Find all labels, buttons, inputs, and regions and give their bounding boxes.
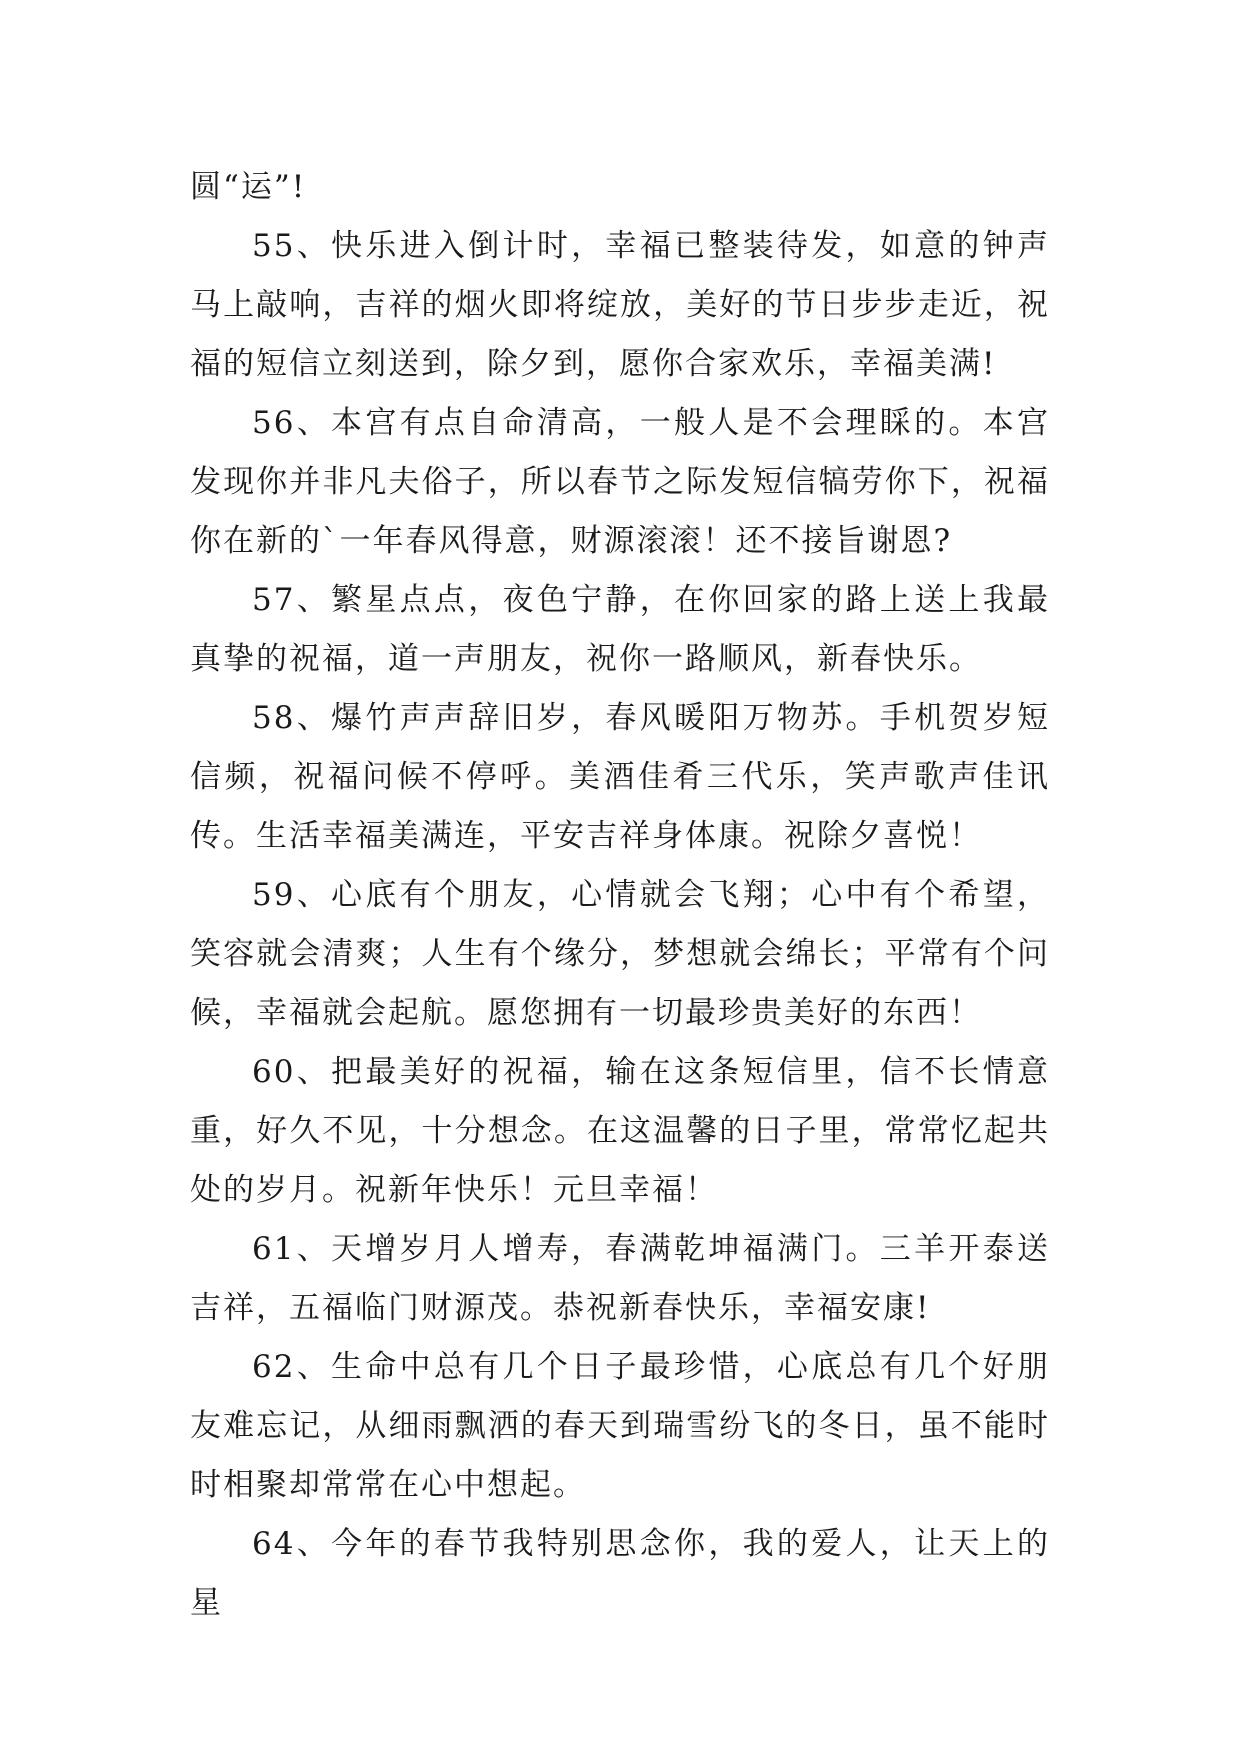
paragraph-58: 58、爆竹声声辞旧岁，春风暖阳万物苏。手机贺岁短信频，祝福问候不停呼。美酒佳肴三代乐，笑声歌声佳讯传。生活幸福美满连，平安吉祥身体康。祝除夕喜悦！ <box>190 700 1050 854</box>
paragraph-55: 55、快乐进入倒计时，幸福已整装待发，如意的钟声马上敲响，吉祥的烟火即将绽放，美好的节日步步走近，祝福的短信立刻送到，除夕到，愿你合家欢乐，幸福美满! <box>190 228 1050 382</box>
paragraph-continuation: 圆“运”! <box>190 169 307 205</box>
paragraph-57: 57、繁星点点，夜色宁静，在你回家的路上送上我最真挚的祝福，道一声朋友，祝你一路顺风，新春快乐。 <box>190 582 1050 677</box>
paragraph-59: 59、心底有个朋友，心情就会飞翔；心中有个希望，笑容就会清爽；人生有个缘分，梦想就会绵长；平常有个问候，幸福就会起航。愿您拥有一切最珍贵美好的东西！ <box>190 877 1050 1031</box>
paragraph-56: 56、本宫有点自命清高，一般人是不会理睬的。本宫发现你并非凡夫俗子，所以春节之际发短信犒劳你下，祝福你在新的`一年春风得意，财源滚滚！还不接旨谢恩? <box>190 405 1050 559</box>
document-body <box>190 158 1050 1633</box>
paragraph-64: 64、今年的春节我特别思念你，我的爱人，让天上的星 <box>190 1526 1050 1621</box>
paragraph-61: 61、天增岁月人增寿，春满乾坤福满门。三羊开泰送吉祥，五福临门财源茂。恭祝新春快乐，幸福安康! <box>190 1231 1050 1326</box>
paragraph-60: 60、把最美好的祝福，输在这条短信里，信不长情意重，好久不见，十分想念。在这温馨的日子里，常常忆起共处的岁月。祝新年快乐！元旦幸福！ <box>190 1054 1050 1208</box>
paragraph-62: 62、生命中总有几个日子最珍惜，心底总有几个好朋友难忘记，从细雨飘洒的春天到瑞雪纷飞的冬日，虽不能时时相聚却常常在心中想起。 <box>190 1349 1050 1503</box>
